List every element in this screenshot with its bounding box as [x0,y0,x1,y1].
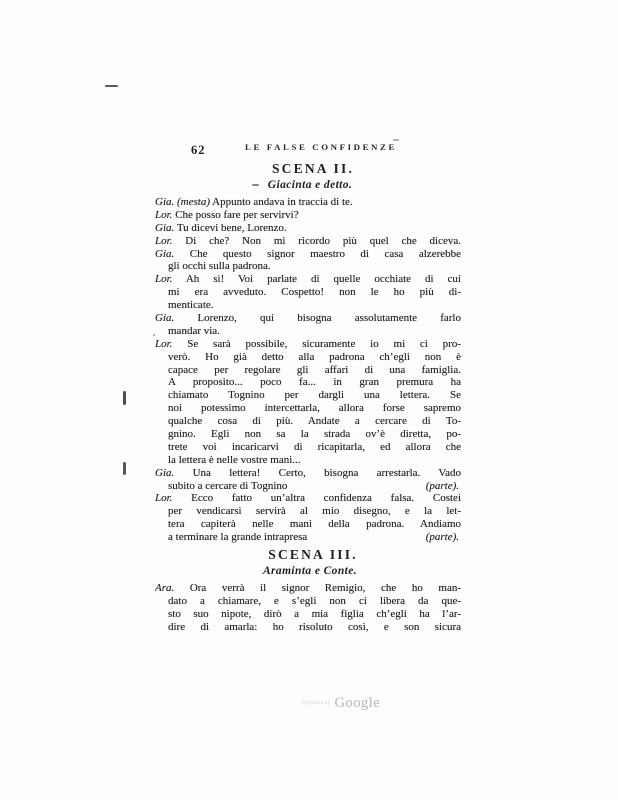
speech-line [155,402,461,415]
page-number: 62 [191,143,206,157]
line-text: subito a cercare di Tognino [168,479,288,492]
speech-line [155,222,461,235]
line-text: Ora verrà il signor Remigio, che ho man- [189,582,461,595]
line-text: a terminare la grande intrapresa [168,531,308,544]
speech-line [155,415,461,428]
parte-direction: (parte). [425,531,459,544]
line-text: sto suo nipote, dirò a mia figlia ch’egli ha l’ar- [168,607,461,620]
speech-line [155,531,461,544]
line-text: mi era avveduto. Cospetto! non le ho più di- [168,286,461,299]
google-logo: Google [334,695,381,711]
line-left [168,531,307,544]
speech-line [155,299,461,312]
speech-line [155,325,461,338]
line-text: Che questo signor maestro di casa alzerebbe [189,247,461,260]
speech-line [155,595,461,608]
line-left [168,480,287,493]
scene-heading: SCENA II. [271,161,355,176]
speech-line [155,209,461,222]
line-text: qualche cosa di più. Andate a cercare di To- [168,415,461,428]
scan-artifact [393,139,399,141]
speech-line [155,389,461,402]
speech-line [155,273,461,286]
line-text: chiamato Tognino per dargli una lettera. Se [168,389,461,402]
speech-line [155,312,461,325]
speech-line [155,492,461,505]
line-text: Ecco fatto un’altra confidenza falsa. Costei [191,492,461,505]
scenes-container [155,161,461,634]
speech-line [155,518,461,531]
line-text: capace per regolare gli affari di una famiglia. [168,363,461,376]
scene-heading: SCENA III. [268,547,358,563]
line-text: noi potessimo intercettarla, allora forse sapremo [168,402,461,415]
stage-direction: (mesta) [177,196,210,208]
line-text: verò. Ho già detto alla padrona ch’egli non è [168,350,461,363]
line-text: Di che? Non mi ricordo più quel che diceva. [185,234,461,247]
speech-line [155,467,461,480]
line-text: mandar via. [168,324,220,337]
line-text: Appunto andava in traccia di te. [212,196,353,208]
line-text: Se sarà possibile, sicuramente io mi ci pro- [187,337,461,350]
speech-line [155,608,461,621]
speaker-label: Gia. [155,466,175,479]
speeches [155,582,461,634]
watermark [302,694,380,712]
scan-artifact [123,462,126,475]
speech-line [155,196,461,209]
line-text: Che posso fare per servirvi? [175,208,299,221]
speaker-label: Ara. [155,582,175,595]
line-text: la lettera è nelle vostre mani... [168,453,301,466]
speaker-label: Gia. [155,221,175,234]
scan-artifact [123,391,126,405]
speaker-label: Gia. [155,196,175,208]
line-text: Una lettera! Certo, bisogna arrestarla. Vado [192,466,461,479]
line-text: dato a chiamare, e s’egli non ci libera da que- [168,594,461,607]
speech-line [155,376,461,389]
speech-line [155,364,461,377]
speech-line [155,351,461,364]
speech-line [155,338,461,351]
line-text: gnino. Egli non sa la strada ov’è diretta, po- [168,428,461,441]
line-text: per vendicarsi servirà al mio disegno, e la let- [168,505,461,518]
speaker-label: Gia. [155,312,175,325]
speech-line [155,582,461,595]
speech-line [155,621,461,634]
line-text: trete voi incaricarvi di ricapitarla, ed allora che [168,440,461,453]
speaker-label: Lor. [155,273,173,286]
speaker-label: Lor. [155,234,173,247]
speech-line [155,454,461,467]
speaker-label: Gia. [155,247,175,260]
line-text: tera capiterà nelle mani della padrona. Andiamo [168,518,461,531]
speaker-label: Lor. [155,337,173,350]
speech-line [155,235,461,248]
scene-subheading: Giacinta e detto. [267,179,353,191]
speech-line [155,260,461,273]
running-title: LE FALSE CONFIDENZE [245,142,397,152]
line-text: A proposito... poco fa... in gran premura ha [168,376,461,389]
speaker-label: Lor. [155,208,173,221]
speaker-label: Lor. [155,492,173,505]
speech-line [155,286,461,299]
speech-line [155,428,461,441]
speech-line [155,505,461,518]
scan-artifact [105,85,118,87]
page-header [155,142,461,158]
line-text: Ah sì! Voi parlate di quelle occhiate di cui [185,273,461,286]
line-text: Tu dicevi bene, Lorenzo. [176,221,287,234]
line-text: Lorenzo, qui bisogna assolutamente farlo [197,312,461,325]
text-block [155,142,461,634]
line-text: gli occhi sulla padrona. [168,260,271,273]
line-text: menticate. [168,299,214,312]
speech-line [155,248,461,261]
parte-direction: (parte). [425,479,459,492]
scene-subheading: Araminta e Conte. [262,565,358,578]
watermark-prefix: Digitized by [302,701,331,706]
speeches [155,196,461,544]
speech-line [155,480,461,493]
line-text: dire di amarla: ho risoluto così, e son sicura [168,620,461,633]
speech-line [155,441,461,454]
